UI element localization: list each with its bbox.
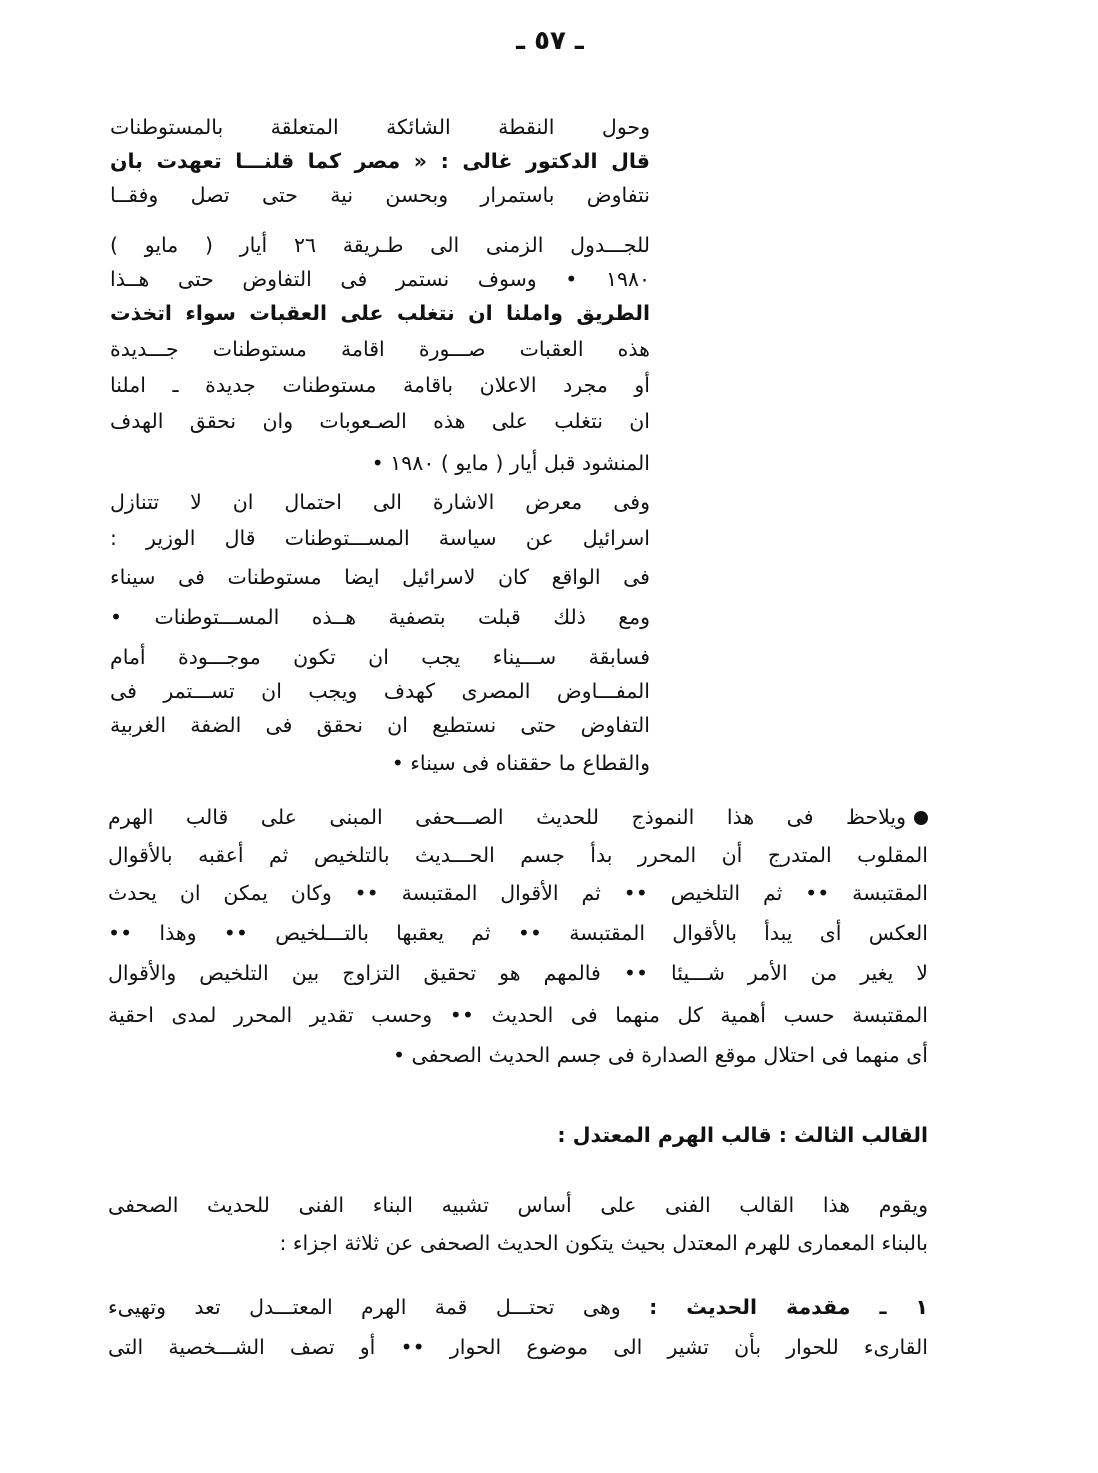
item-text: وهى تحتـــل قمة الهرم المعتـــدل تعد وتهيىء bbox=[108, 1295, 621, 1319]
text-line: ان نتغلب على هذه الصـعوبات وان نحقق الهدف bbox=[110, 409, 650, 433]
text-line bbox=[108, 800, 928, 834]
text-line: بالبناء المعمارى للهرم المعتدل بحيث يتكون الحديث الصحفى عن ثلاثة اجزاء : bbox=[279, 1231, 928, 1255]
text-line: أى منهما فى احتلال موقع الصدارة فى جسم الحديث الصحفى • bbox=[392, 1043, 928, 1067]
text-line: وحول النقطة الشائكة المتعلقة بالمستوطنات bbox=[110, 115, 650, 139]
text-line: ١٩٨٠ • وسوف نستمر فى التفاوض حتى هــذا bbox=[110, 267, 650, 291]
text-line: المقتبسة •• ثم التلخيص •• ثم الأقوال المقتبسة •• وكان يمكن ان يحدث bbox=[108, 881, 928, 905]
text-line: المفـــاوض المصرى كهدف ويجب ان تســـتمر فى bbox=[110, 679, 650, 703]
text-line: المقلوب المتدرج أن المحرر بدأ جسم الحـــديث بالتلخيص ثم أعقبه بالأقوال bbox=[108, 843, 928, 867]
text-line: الطريق واملنا ان نتغلب على العقبات سواء اتخذت bbox=[110, 301, 650, 325]
list-item bbox=[108, 1290, 928, 1324]
text-line: القارىء للحوار بأن تشير الى موضوع الحوار •• أو تصف الشـــخصية التى bbox=[108, 1335, 928, 1359]
bullet-icon bbox=[914, 811, 928, 825]
text-line: قال الدكتور غالى : « مصر كما قلنـــا تعهدت بان bbox=[110, 149, 650, 173]
section-heading: القالب الثالث : قالب الهرم المعتدل : bbox=[557, 1123, 928, 1147]
text-line: أو مجرد الاعلان باقامة مستوطنات جديدة ـ املنا bbox=[110, 373, 650, 397]
text-line: هذه العقبات صـــورة اقامة مستوطنات جـــديدة bbox=[110, 337, 650, 361]
text-line: فسابقة ســـيناء يجب ان تكون موجـــودة أمام bbox=[110, 645, 650, 669]
text-line: ويقوم هذا القالب الفنى على أساس تشبيه البناء الفنى للحديث الصحفى bbox=[108, 1193, 928, 1217]
text-line: وفى معرض الاشارة الى احتمال ان لا تتنازل bbox=[110, 490, 650, 514]
page-number: ـ ٥٧ ـ bbox=[516, 26, 584, 56]
text-line: ومع ذلك قبلت بتصفية هــذه المســـتوطنات • bbox=[110, 605, 650, 629]
text-span: ويلاحظ فى هذا النموذج للحديث الصـــحفى المبنى على قالب الهرم bbox=[108, 805, 906, 829]
text-line: للجـــدول الزمنى الى طـريقة ٢٦ أيار ( مايو ) bbox=[110, 233, 650, 257]
text-line: نتفاوض باستمرار وبحسن نية حتى تصل وفقــا bbox=[110, 183, 650, 207]
text-line: لا يغير من الأمر شـــيئا •• فالمهم هو تحقيق التزاوج بين التلخيص والأقوال bbox=[108, 961, 928, 985]
text-line: اسرائيل عن سياسة المســـتوطنات قال الوزير : bbox=[110, 526, 650, 550]
text-line: والقطاع ما حققناه فى سيناء • bbox=[391, 751, 650, 775]
text-line: المقتبسة حسب أهمية كل منهما فى الحديث •• وحسب تقدير المحرر لمدى احقية bbox=[108, 1003, 928, 1027]
item-lead: ١ ـ مقدمة الحديث : bbox=[649, 1295, 928, 1319]
text-line: فى الواقع كان لاسرائيل ايضا مستوطنات فى سيناء bbox=[110, 565, 650, 589]
text-line: التفاوض حتى نستطيع ان نحقق فى الضفة الغربية bbox=[110, 713, 650, 737]
text-line: المنشود قبل أيار ( مايو ) ١٩٨٠ • bbox=[371, 451, 650, 475]
text-line: العكس أى يبدأ بالأقوال المقتبسة •• ثم يعقبها بالتـــلخيص •• وهذا •• bbox=[108, 921, 928, 945]
